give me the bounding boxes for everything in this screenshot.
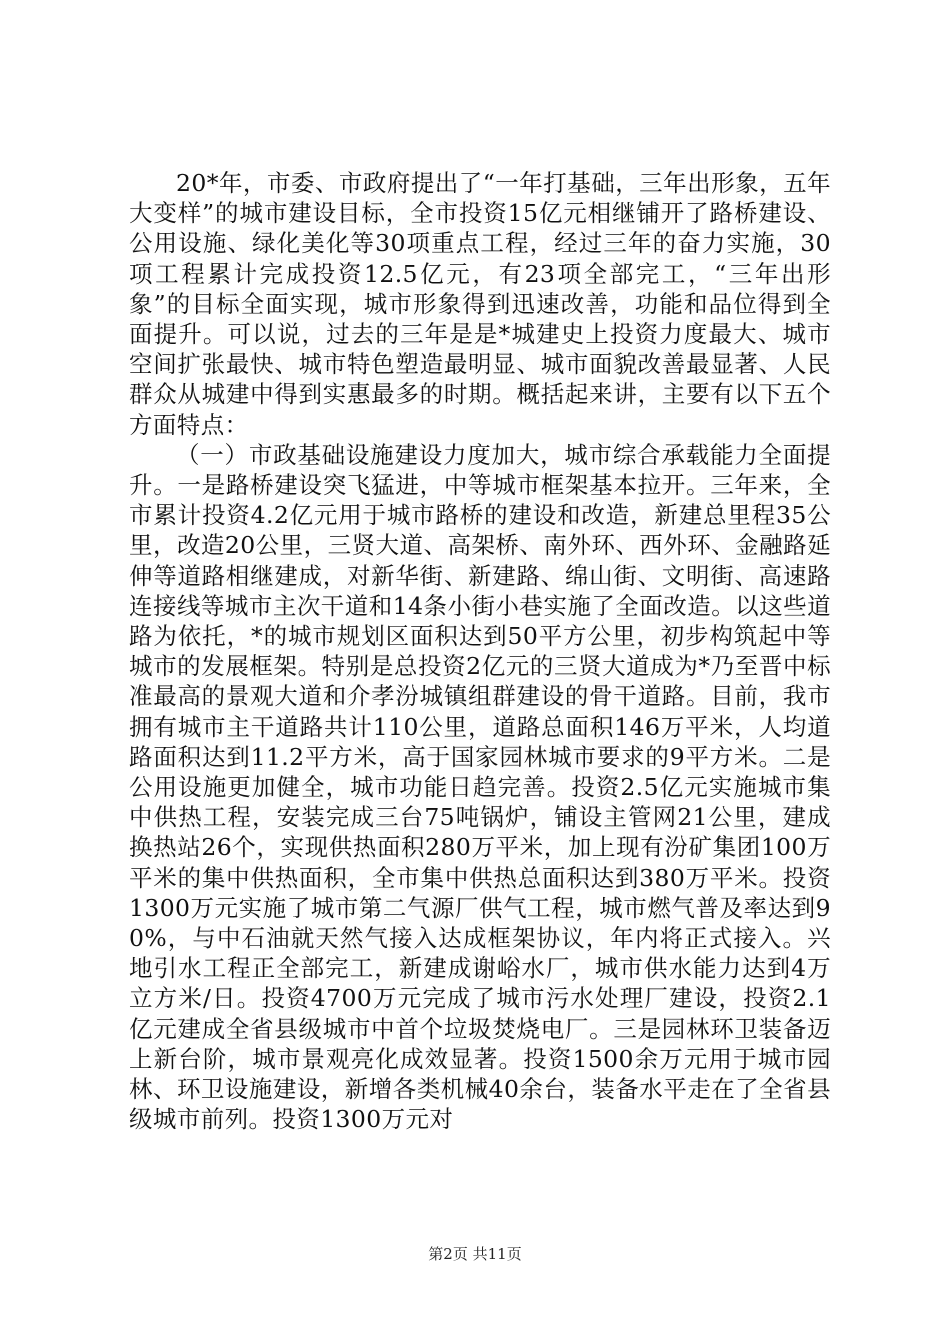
document-body: [129, 168, 831, 1135]
paragraph-intro: 20*年，市委、市政府提出了“一年打基础，三年出形象，五年大变样”的城市建设目标，全市投资15亿元相继铺开了路桥建设、公用设施、绿化美化等30项重点工程，经过三年的奋力实施，30项工程累计完成投资12.5亿元，有23项全部完工，“三年出形象”的目标全面实现，城市形象得到迅速改善，功能和品位得到全面提升。可以说，过去的三年是是*城建史上投资力度最大、城市空间扩张最快、城市特色塑造最明显、城市面貌改善最显著、人民群众从城建中得到实惠最多的时期。概括起来讲，主要有以下五个方面特点：: [129, 169, 831, 439]
paragraph-section-one: （一）市政基础设施建设力度加大，城市综合承载能力全面提升。一是路桥建设突飞猛进，中等城市框架基本拉开。三年来，全市累计投资4.2亿元用于城市路桥的建设和改造，新建总里程35公里，改造20公里，三贤大道、高架桥、南外环、西外环、金融路延伸等道路相继建成，对新华街、新建路、绵山街、文明街、高速路连接线等城市主次干道和14条小街小巷实施了全面改造。以这些道路为依托，*的城市规划区面积达到50平方公里，初步构筑起中等城市的发展框架。特别是总投资2亿元的三贤大道成为*乃至晋中标准最高的景观大道和介孝汾城镇组群建设的骨干道路。目前，我市拥有城市主干道路共计110公里，道路总面积146万平米，人均道路面积达到11.2平方米，高于国家园林城市要求的9平方米。二是公用设施更加健全，城市功能日趋完善。投资2.5亿元实施城市集中供热工程，安装完成三台75吨锅炉，铺设主管网21公里，建成换热站26个，实现供热面积280万平米，加上现有汾矿集团100万平米的集中供热面积，全市集中供热总面积达到380万平米。投资1300万元实施了城市第二气源厂供气工程，城市燃气普及率达到90%，与中石油就天然气接入达成框架协议，年内将正式接入。兴地引水工程正全部完工，新建成谢峪水厂，城市供水能力达到4万立方米/日。投资4700万元完成了城市污水处理厂建设，投资2.1亿元建成全省县级城市中首个垃圾焚烧电厂。三是园林环卫装备迈上新台阶，城市景观亮化成效显著。投资1500余万元用于城市园林、环卫设施建设，新增各类机械40余台，装备水平走在了全省县级城市前列。投资1300万元对: [129, 440, 831, 1134]
page-footer: 第2页 共11页: [428, 1245, 522, 1263]
